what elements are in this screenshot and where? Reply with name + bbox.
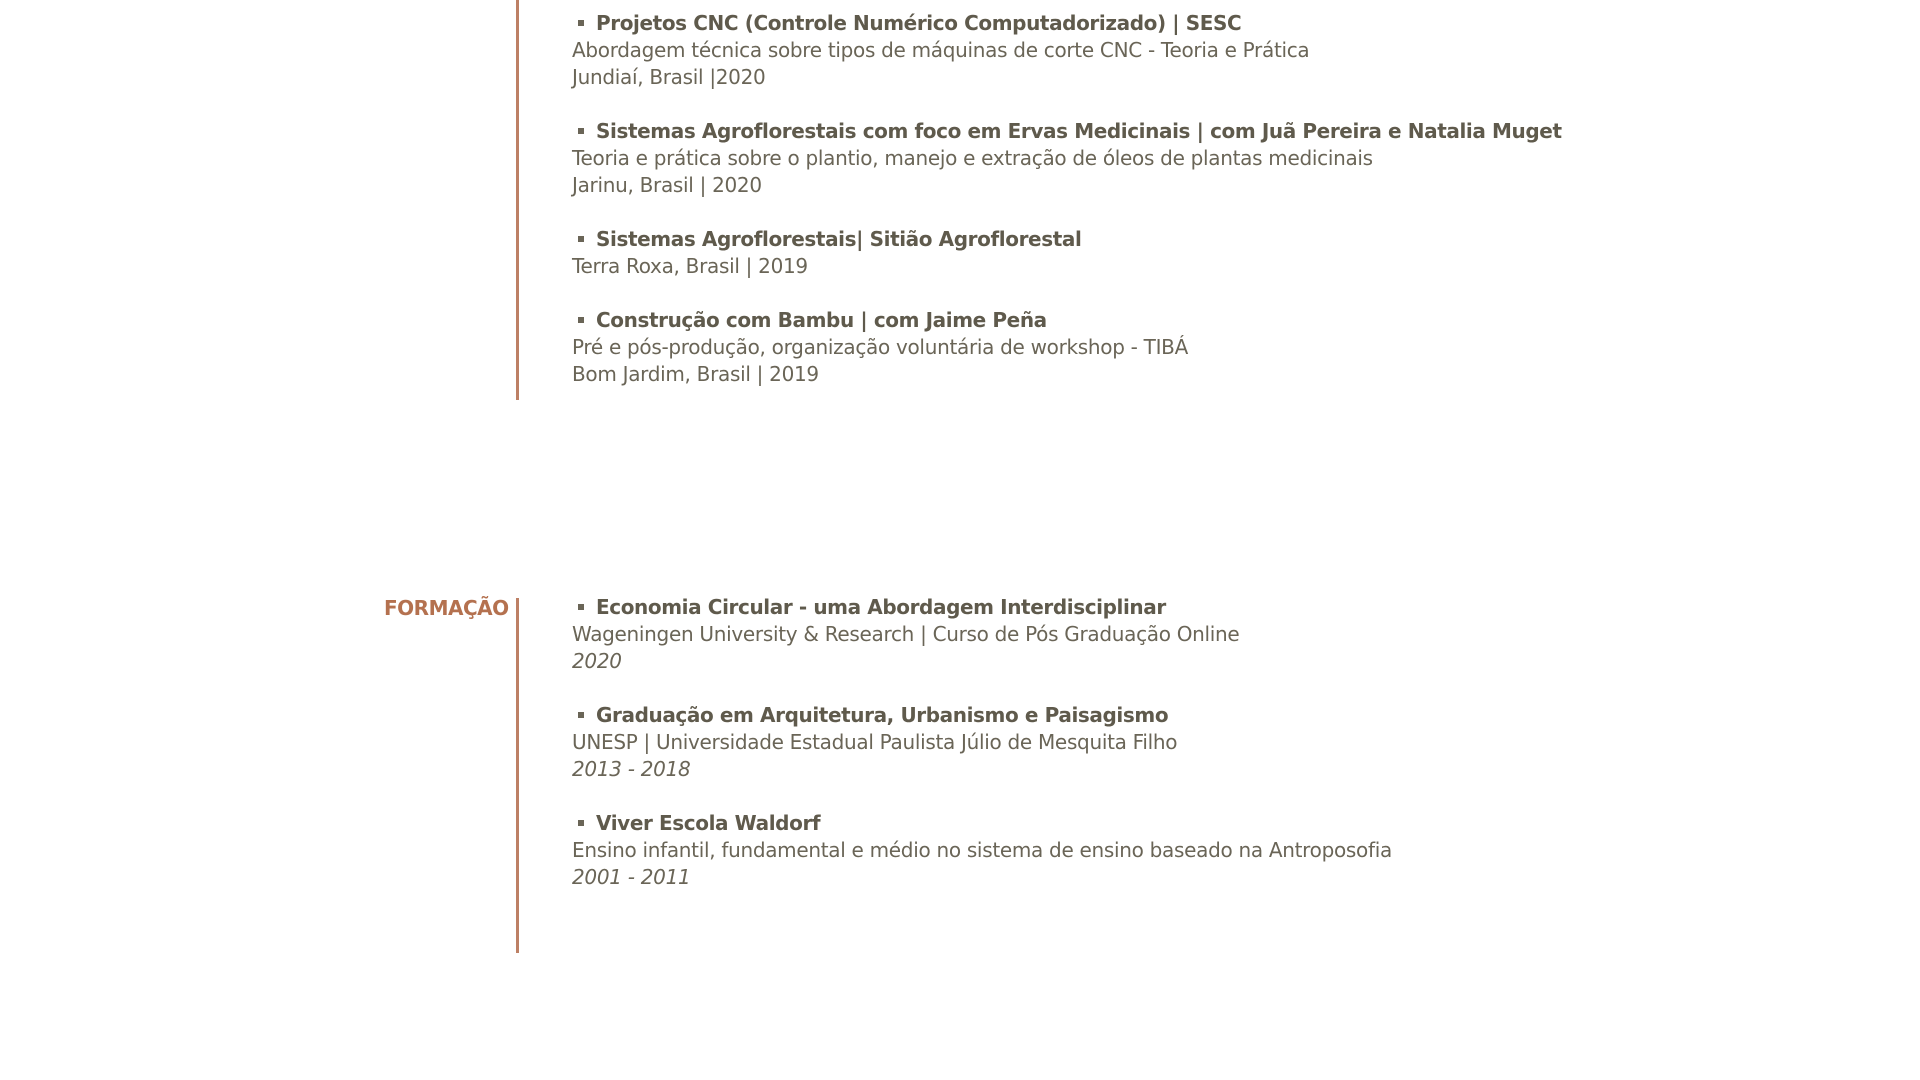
entry-title xyxy=(572,702,1392,729)
entry-detail: Teoria e prática sobre o plantio, manejo e extração de óleos de plantas medicinais xyxy=(572,146,1373,170)
entry-detail: Bom Jardim, Brasil | 2019 xyxy=(572,362,819,386)
entry-title xyxy=(572,118,1562,145)
square-bullet-icon xyxy=(578,236,584,242)
courses-list xyxy=(572,10,1562,415)
entry-title-text: Economia Circular - uma Abordagem Interdisciplinar xyxy=(596,595,1166,619)
list-item xyxy=(572,307,1562,388)
square-bullet-icon xyxy=(578,317,584,323)
entry-title-text: Projetos CNC (Controle Numérico Computadorizado) | SESC xyxy=(596,11,1242,35)
education-timeline-rule xyxy=(516,598,519,953)
courses-timeline-rule xyxy=(516,0,519,400)
entry-title-text: Graduação em Arquitetura, Urbanismo e Paisagismo xyxy=(596,703,1169,727)
square-bullet-icon xyxy=(578,20,584,26)
list-item xyxy=(572,594,1392,675)
entry-title-text: Sistemas Agroflorestais com foco em Ervas Medicinais | com Juã Pereira e Natalia Muget xyxy=(596,119,1562,143)
entry-title xyxy=(572,594,1392,621)
entry-date: 2013 - 2018 xyxy=(572,757,691,781)
list-item xyxy=(572,702,1392,783)
square-bullet-icon xyxy=(578,128,584,134)
entry-date: 2020 xyxy=(572,649,622,673)
education-section-label: FORMAÇÃO xyxy=(384,596,509,620)
list-item xyxy=(572,118,1562,199)
entry-title-text: Viver Escola Waldorf xyxy=(596,811,821,835)
entry-title-text: Construção com Bambu | com Jaime Peña xyxy=(596,308,1047,332)
list-item xyxy=(572,10,1562,91)
entry-title xyxy=(572,226,1562,253)
square-bullet-icon xyxy=(578,604,584,610)
square-bullet-icon xyxy=(578,820,584,826)
entry-detail: UNESP | Universidade Estadual Paulista Júlio de Mesquita Filho xyxy=(572,730,1178,754)
square-bullet-icon xyxy=(578,712,584,718)
entry-detail: Jarinu, Brasil | 2020 xyxy=(572,173,762,197)
entry-detail: Wageningen University & Research | Curso de Pós Graduação Online xyxy=(572,622,1240,646)
entry-title xyxy=(572,810,1392,837)
list-item xyxy=(572,226,1562,280)
entry-detail: Pré e pós-produção, organização voluntária de workshop - TIBÁ xyxy=(572,335,1188,359)
education-list xyxy=(572,594,1392,918)
entry-detail: Abordagem técnica sobre tipos de máquinas de corte CNC - Teoria e Prática xyxy=(572,38,1310,62)
entry-date: 2001 - 2011 xyxy=(572,865,691,889)
entry-title-text: Sistemas Agroflorestais| Sitião Agroflorestal xyxy=(596,227,1082,251)
list-item xyxy=(572,810,1392,891)
entry-detail: Terra Roxa, Brasil | 2019 xyxy=(572,254,808,278)
entry-title xyxy=(572,307,1562,334)
entry-title xyxy=(572,10,1562,37)
entry-detail: Ensino infantil, fundamental e médio no sistema de ensino baseado na Antroposofia xyxy=(572,838,1392,862)
entry-detail: Jundiaí, Brasil |2020 xyxy=(572,65,766,89)
